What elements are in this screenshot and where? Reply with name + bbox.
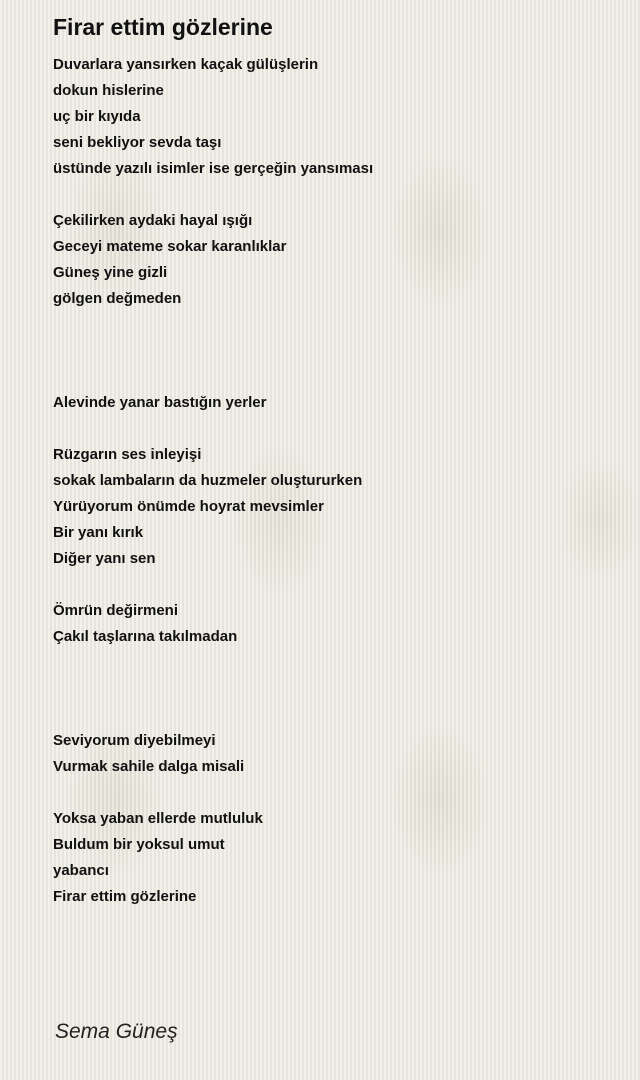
- poem-line: sokak lambaların da huzmeler oluştururken: [53, 472, 363, 489]
- poem-line: Ömrün değirmeni: [53, 602, 179, 619]
- poem-line: seni bekliyor sevda taşı: [53, 134, 222, 151]
- poem-line: Diğer yanı sen: [53, 550, 156, 567]
- poem-line: gölgen değmeden: [53, 290, 182, 307]
- stanza-spacer: [53, 416, 613, 442]
- poem-line: Alevinde yanar bastığın yerler: [53, 394, 267, 411]
- poem-line: Bir yanı kırık: [53, 524, 144, 541]
- poem-line: Çakıl taşlarına takılmadan: [53, 628, 238, 645]
- stanza-7: [53, 806, 613, 910]
- poem-author: Sema Güneş: [55, 1020, 178, 1043]
- stanza-spacer: [53, 572, 613, 598]
- poem-line: Firar ettim gözlerine: [53, 888, 197, 905]
- stanza-3: [53, 390, 613, 416]
- poem-line: Rüzgarın ses inleyişi: [53, 446, 202, 463]
- poem-line: Güneş yine gizli: [53, 264, 168, 281]
- stanza-5: [53, 598, 613, 650]
- poem-line: Yürüyorum önümde hoyrat mevsimler: [53, 498, 324, 515]
- stanza-spacer: [53, 182, 613, 208]
- poem-line: Buldum bir yoksul umut: [53, 836, 225, 853]
- poem-line: Çekilirken aydaki hayal ışığı: [53, 212, 253, 229]
- poem-body: [53, 52, 613, 910]
- stanza-4: [53, 442, 613, 572]
- stanza-6: [53, 728, 613, 780]
- poem-line: üstünde yazılı isimler ise gerçeğin yansıması: [53, 160, 374, 177]
- section-spacer: [53, 312, 613, 390]
- stanza-2: [53, 208, 613, 312]
- poem-line: Yoksa yaban ellerde mutluluk: [53, 810, 263, 827]
- poem-line: Vurmak sahile dalga misali: [53, 758, 245, 775]
- poem-line: Seviyorum diyebilmeyi: [53, 732, 216, 749]
- poem-line: yabancı: [53, 862, 109, 879]
- poem-title: Firar ettim gözlerine: [53, 14, 273, 40]
- poem-line: Duvarlara yansırken kaçak gülüşlerin: [53, 56, 319, 73]
- poem-line: dokun hislerine: [53, 82, 164, 99]
- poem-line: uç bir kıyıda: [53, 108, 141, 125]
- stanza-spacer: [53, 780, 613, 806]
- section-spacer: [53, 650, 613, 728]
- poem-line: Geceyi mateme sokar karanlıklar: [53, 238, 287, 255]
- stanza-1: [53, 52, 613, 182]
